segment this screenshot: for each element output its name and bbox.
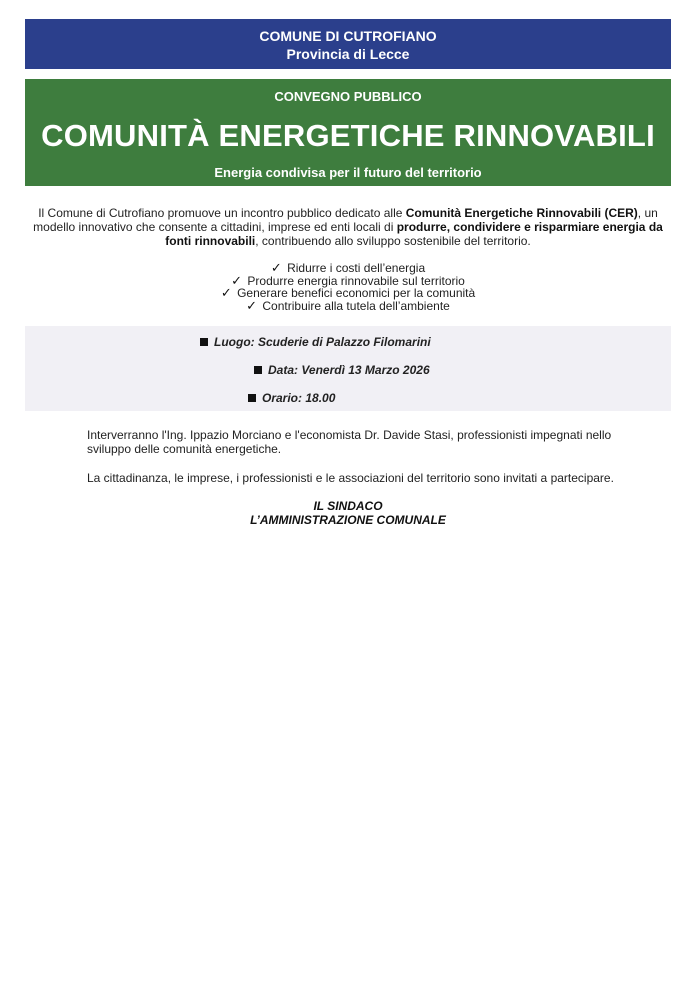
intro-bold-energy: produrre, condividere e risparmiare energia da fonti rinnovabili bbox=[165, 220, 663, 248]
municipality-name: COMUNE DI CUTROFIANO bbox=[259, 28, 437, 44]
square-bullet-icon bbox=[248, 394, 256, 402]
event-time-text: Orario: 18.00 bbox=[262, 391, 336, 405]
check-icon: ✓ bbox=[231, 272, 243, 288]
event-kicker: CONVEGNO PUBBLICO bbox=[274, 89, 422, 104]
event-banner bbox=[25, 79, 671, 186]
speakers-paragraph: Interverranno l'Ing. Ippazio Morciano e l'economista Dr. Davide Stasi, professionisti impegnati nello sviluppo delle comunità energetiche. bbox=[87, 428, 612, 456]
square-bullet-icon bbox=[254, 366, 262, 374]
square-bullet-icon bbox=[200, 338, 208, 346]
signature-administration: L’AMMINISTRAZIONE COMUNALE bbox=[250, 513, 446, 527]
benefit-item bbox=[0, 297, 696, 313]
benefit-label: Ridurre i costi dell’energia bbox=[287, 261, 426, 275]
intro-text-2: , un modello innovativo che consente a cittadini, imprese ed enti locali di bbox=[33, 206, 658, 234]
intro-text-3: , contribuendo allo sviluppo sostenibile del territorio. bbox=[255, 234, 531, 248]
check-icon: ✓ bbox=[270, 260, 282, 275]
event-date-text: Data: Venerdì 13 Marzo 2026 bbox=[268, 363, 430, 377]
event-title: COMUNITÀ ENERGETICHE RINNOVABILI bbox=[41, 118, 655, 153]
check-icon: ✓ bbox=[220, 285, 232, 300]
event-time bbox=[248, 391, 335, 405]
event-place bbox=[200, 335, 431, 349]
intro-text-1: Il Comune di Cutrofiano promuove un incontro pubblico dedicato alle bbox=[38, 206, 406, 220]
event-details-box bbox=[25, 326, 671, 411]
province-name: Provincia di Lecce bbox=[286, 46, 410, 62]
benefit-label: Generare benefici economici per la comunità bbox=[237, 286, 476, 300]
event-date bbox=[254, 363, 430, 377]
municipality-header bbox=[25, 19, 671, 69]
invitation-paragraph: La cittadinanza, le imprese, i professionisti e le associazioni del territorio sono invitati a partecipare. bbox=[87, 471, 614, 485]
signature-block bbox=[0, 499, 696, 527]
intro-bold-cer: Comunità Energetiche Rinnovabili (CER) bbox=[405, 206, 638, 220]
benefit-label: Produrre energia rinnovabile sul territorio bbox=[247, 273, 465, 288]
event-subtitle: Energia condivisa per il futuro del territorio bbox=[214, 165, 482, 180]
check-icon: ✓ bbox=[246, 297, 258, 313]
benefits-list bbox=[0, 262, 696, 312]
benefit-label: Contribuire alla tutela dell’ambiente bbox=[262, 298, 450, 313]
signature-mayor: IL SINDACO bbox=[313, 499, 383, 513]
event-place-text: Luogo: Scuderie di Palazzo Filomarini bbox=[214, 335, 431, 349]
intro-paragraph bbox=[30, 206, 666, 248]
